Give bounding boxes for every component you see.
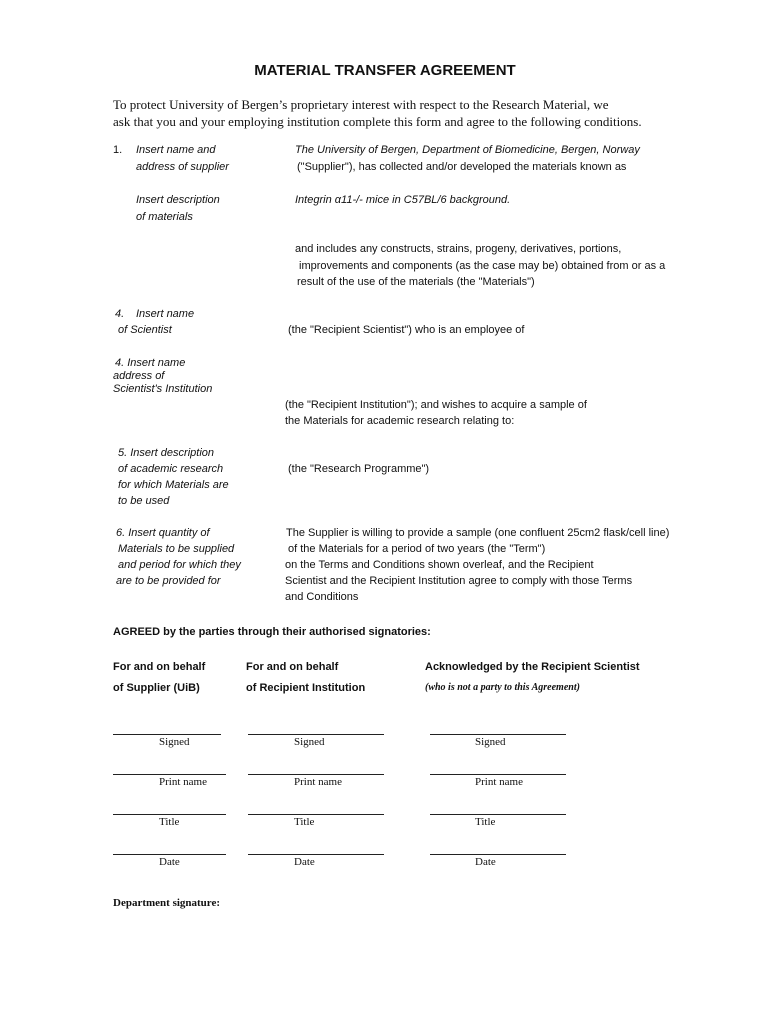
quantity-label-3: and period for which they — [118, 559, 241, 571]
research-label-1: 5. Insert description — [118, 447, 214, 459]
institution-label-2: address of — [113, 370, 165, 382]
research-clause: (the "Research Programme") — [288, 463, 430, 475]
research-label-2: of academic research — [118, 463, 224, 475]
scientist-signed-label: Signed — [475, 736, 506, 748]
scientist-clause: (the "Recipient Scientist") who is an employee of — [288, 324, 525, 336]
supplier-clause: ("Supplier"), has collected and/or developed the materials known as — [297, 161, 627, 173]
quantity-label-4: are to be provided for — [116, 575, 221, 587]
supplier-signed-label: Signed — [159, 736, 190, 748]
scientist-title-label: Title — [475, 816, 496, 828]
scientist-print-name-label: Print name — [475, 776, 523, 788]
scientist-signed-line[interactable] — [430, 734, 566, 735]
quantity-clause-4: Scientist and the Recipient Institution agree to comply with those Terms — [285, 575, 633, 587]
supplier-name: The University of Bergen, Department of Biomedicine, Bergen, Norway — [295, 144, 640, 156]
supplier-signatory-2: of Supplier (UiB) — [113, 682, 200, 694]
materials-clause-3: result of the use of the materials (the "Materials") — [297, 276, 535, 288]
quantity-clause-1: The Supplier is willing to provide a sample (one confluent 25cm2 flask/cell line) — [286, 527, 670, 539]
desc-label-1: Insert description — [136, 194, 220, 206]
scientist-signatory-1: Acknowledged by the Recipient Scientist — [425, 661, 640, 673]
desc-label-2: of materials — [136, 211, 193, 223]
supplier-signatory-1: For and on behalf — [113, 661, 206, 673]
supplier-date-line[interactable] — [113, 854, 226, 855]
quantity-clause-3: on the Terms and Conditions shown overleaf, and the Recipient — [285, 559, 594, 571]
item1-label-2: address of supplier — [136, 161, 229, 173]
supplier-signed-line[interactable] — [113, 734, 221, 735]
department-signature-label: Department signature: — [113, 897, 221, 909]
materials-clause-2: improvements and components (as the case may be) obtained from or as a — [299, 260, 666, 272]
item1-number: 1. — [113, 144, 123, 156]
institution-label-3: Scientist's Institution — [113, 383, 213, 395]
institution-signatory-2: of Recipient Institution — [246, 682, 366, 694]
scientist-label-1: Insert name — [136, 308, 195, 320]
scientist-date-line[interactable] — [430, 854, 566, 855]
scientist-print-name-line[interactable] — [430, 774, 566, 775]
institution-print-name-line[interactable] — [248, 774, 384, 775]
supplier-print-name-label: Print name — [159, 776, 207, 788]
institution-date-label: Date — [294, 856, 315, 868]
supplier-print-name-line[interactable] — [113, 774, 226, 775]
institution-clause-1: (the "Recipient Institution"); and wishes to acquire a sample of — [285, 399, 587, 411]
page-title: MATERIAL TRANSFER AGREEMENT — [254, 62, 516, 79]
institution-title-line[interactable] — [248, 814, 384, 815]
quantity-clause-2: of the Materials for a period of two years (the "Term") — [288, 543, 546, 555]
institution-date-line[interactable] — [248, 854, 384, 855]
scientist-title-line[interactable] — [430, 814, 566, 815]
quantity-label-1: 6. Insert quantity of — [116, 527, 210, 539]
research-label-3: for which Materials are — [118, 479, 229, 491]
institution-signatory-1: For and on behalf — [246, 661, 339, 673]
institution-signed-label: Signed — [294, 736, 325, 748]
institution-title-label: Title — [294, 816, 315, 828]
quantity-label-2: Materials to be supplied — [118, 543, 235, 555]
scientist-signatory-note: (who is not a party to this Agreement) — [425, 682, 580, 693]
materials-clause-1: and includes any constructs, strains, progeny, derivatives, portions, — [295, 243, 622, 255]
intro-line-2: ask that you and your employing institution complete this form and agree to the following conditions. — [113, 114, 642, 129]
institution-label-1: 4. Insert name — [115, 357, 186, 369]
scientist-date-label: Date — [475, 856, 496, 868]
scientist-number: 4. — [115, 308, 125, 320]
agreed-statement: AGREED by the parties through their authorised signatories: — [113, 626, 431, 638]
institution-clause-2: the Materials for academic research relating to: — [285, 415, 515, 427]
institution-print-name-label: Print name — [294, 776, 342, 788]
intro-line-1: To protect University of Bergen’s proprietary interest with respect to the Research Material, we — [113, 97, 609, 112]
institution-signed-line[interactable] — [248, 734, 384, 735]
research-label-4: to be used — [118, 495, 170, 507]
quantity-clause-5: and Conditions — [285, 591, 359, 603]
materials-description: Integrin α11-/- mice in C57BL/6 background. — [295, 194, 511, 206]
supplier-date-label: Date — [159, 856, 180, 868]
scientist-label-2: of Scientist — [118, 324, 172, 336]
supplier-title-line[interactable] — [113, 814, 226, 815]
supplier-title-label: Title — [159, 816, 180, 828]
item1-label-1: Insert name and — [136, 144, 216, 156]
